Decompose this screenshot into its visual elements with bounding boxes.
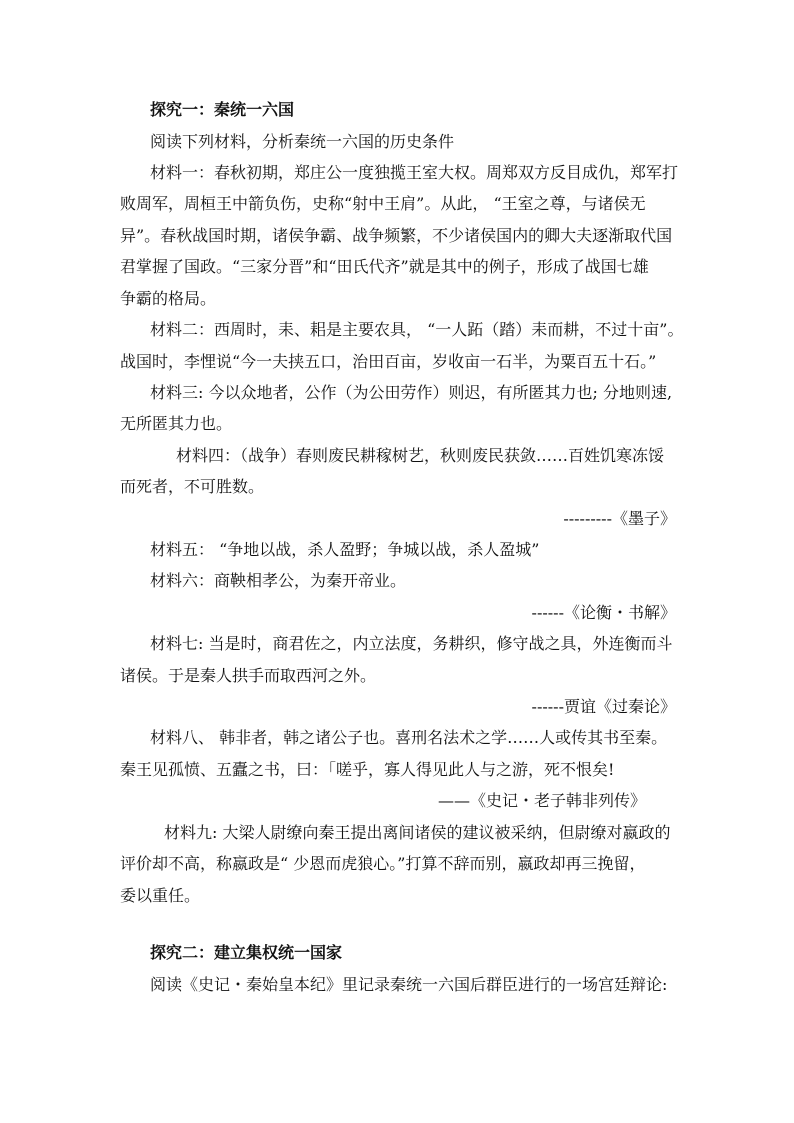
material-2-line-1: 材料二：西周时，耒、耜是主要农具， “一人跖（踏）耒而耕，不过十亩”。 <box>150 320 684 339</box>
material-5: 材料五： “争地以战，杀人盈野；争城以战，杀人盈城” <box>150 540 540 559</box>
material-7-line-2: 诸侯。于是秦人拱手而取西河之外。 <box>120 666 377 685</box>
section1-title: 探究一：秦统一六国 <box>150 100 295 119</box>
material-3-line-2: 无所匿其力也。 <box>120 414 233 433</box>
material-4-line-2: 而死者，不可胜数。 <box>120 477 265 496</box>
material-9-line-1: 材料九: 大梁人尉缭向秦王提出离间诸侯的建议被采纳，但尉缭对嬴政的 <box>164 823 671 842</box>
material-6: 材料六：商鞅相孝公，为秦开帝业。 <box>150 571 407 590</box>
material-8-source: ——《史记・老子韩非列传》 <box>437 791 646 810</box>
material-1-line-3: 异”。春秋战国时期，诸侯争霸、战争频繁，不少诸侯国内的卿大夫逐渐取代国 <box>120 226 673 245</box>
section2-title: 探究二：建立集权统一国家 <box>150 943 343 962</box>
material-4-source: ---------《墨子》 <box>563 509 676 528</box>
material-8-line-1: 材料八、 韩非者，韩之诸公子也。喜刑名法术之学……人或传其书至秦。 <box>150 728 668 747</box>
section2-intro: 阅读《史记・秦始皇本纪》里记录秦统一六国后群臣进行的一场宫廷辩论: <box>150 975 668 994</box>
material-7-line-1: 材料七: 当是时，商君佐之，内立法度，务耕织，修守战之具，外连衡而斗 <box>150 634 673 653</box>
material-1-line-4: 君掌握了国政。“三家分晋”和“田氏代齐”就是其中的例子，形成了战国七雄 <box>120 257 649 276</box>
material-3-line-1: 材料三: 今以众地者，公作（为公田劳作）则迟，有所匿其力也; 分地则速, <box>150 383 673 402</box>
material-1-line-5: 争霸的格局。 <box>120 289 217 308</box>
material-1-line-2: 败周军，周桓王中箭负伤，史称“射中王肩”。从此， “王室之尊，与诸侯无 <box>120 194 646 213</box>
material-7-source: ------贾谊《过秦论》 <box>531 697 676 716</box>
material-1-line-1: 材料一：春秋初期，郑庄公一度独揽王室大权。周郑双方反目成仇，郑军打 <box>150 163 679 182</box>
section1-intro: 阅读下列材料，分析秦统一六国的历史条件 <box>150 132 455 151</box>
material-9-line-3: 委以重任。 <box>120 886 201 905</box>
material-2-line-2: 战国时，李悝说“今一夫挟五口，治田百亩，岁收亩一石半，为粟百五十石。” <box>120 352 657 371</box>
material-4-line-1: 材料四：（战争）春则废民耕稼树艺，秋则废民获敛……百姓饥寒冻馁 <box>176 446 665 465</box>
material-6-source: ------《论衡・书解》 <box>531 603 676 622</box>
material-9-line-2: 评价却不高，称嬴政是“ 少恩而虎狼心。”打算不辞而别，嬴政却再三挽留， <box>120 854 646 873</box>
material-8-line-2: 秦王见孤愤、五蠹之书，曰：「嗟乎，寡人得见此人与之游，死不恨矣! <box>120 760 615 779</box>
